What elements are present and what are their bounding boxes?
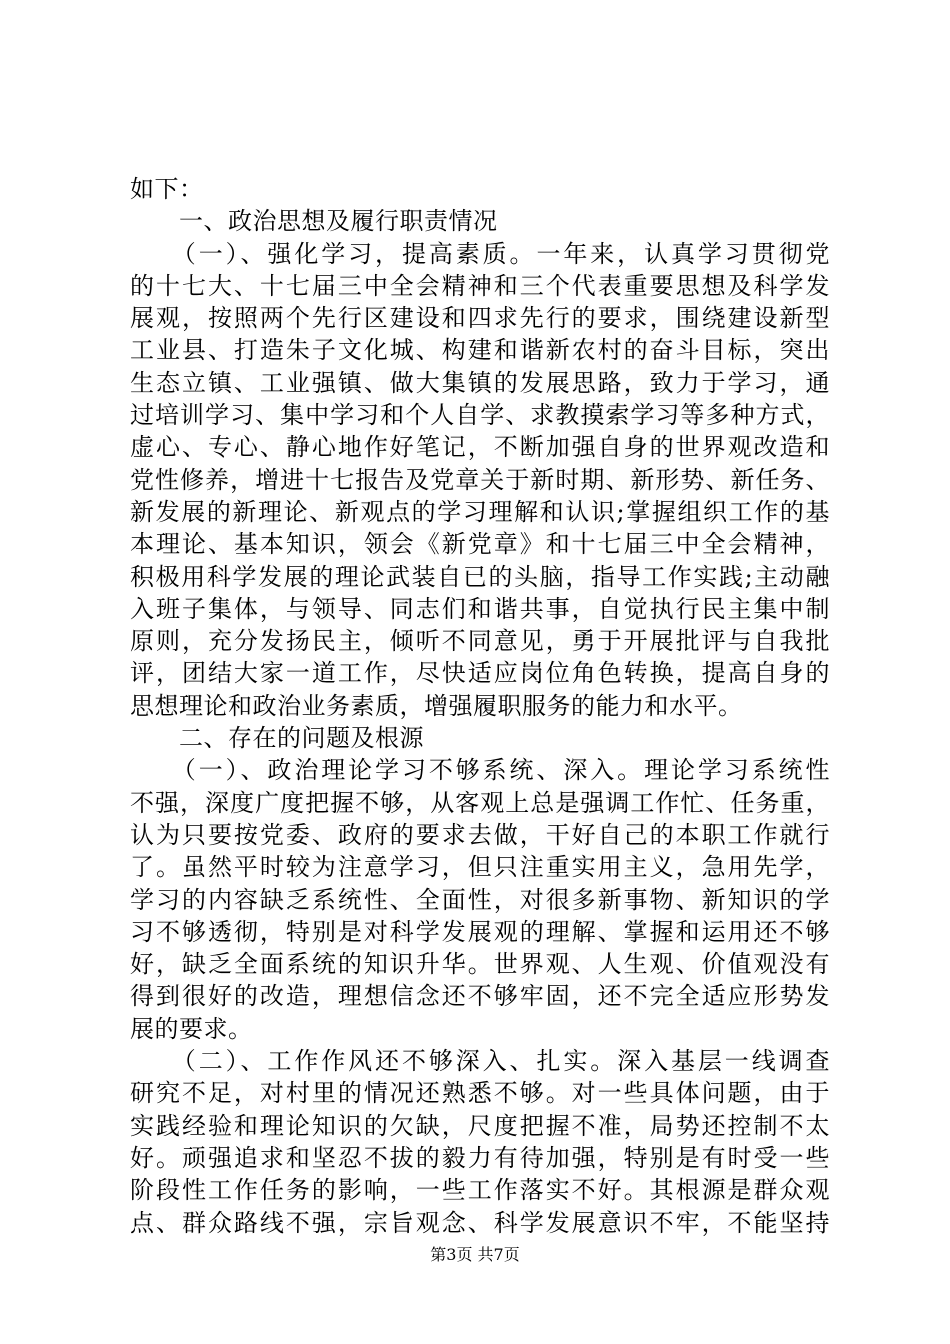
text-line: 原则，充分发扬民主，倾听不同意见，勇于开展批评与自我批 <box>130 627 830 656</box>
text-line: 研究不足，对村里的情况还熟悉不够。对一些具体问题，由于 <box>130 1079 830 1108</box>
text-line: 得到很好的改造，理想信念还不够牢固，还不完全适应形势发 <box>130 982 830 1011</box>
text-line: （一）、强化学习，提高素质。一年来，认真学习贯彻党 <box>130 239 830 268</box>
page-footer: 第3页 共7页 <box>430 1245 520 1264</box>
text-line: 入班子集体，与领导、同志们和谐共事，自觉执行民主集中制 <box>130 594 830 623</box>
text-line: 工业县、打造朱子文化城、构建和谐新农村的奋斗目标，突出 <box>130 336 830 365</box>
text-line: （二）、工作作风还不够深入、扎实。深入基层一线调查 <box>130 1047 830 1076</box>
text-line: 积极用科学发展的理论武装自已的头脑，指导工作实践;主动融 <box>130 562 830 591</box>
text-line: 如下： <box>130 175 204 203</box>
text-line: 的十七大、十七届三中全会精神和三个代表重要思想及科学发 <box>130 271 830 300</box>
text-line: 二、存在的问题及根源 <box>130 724 424 753</box>
text-line: 党性修养，增进十七报告及党章关于新时期、新形势、新任务、 <box>130 465 830 494</box>
text-line: 实践经验和理论知识的欠缺，尺度把握不准，局势还控制不太 <box>130 1111 830 1140</box>
text-line: 过培训学习、集中学习和个人自学、求教摸索学习等多种方式， <box>130 401 830 430</box>
text-line: 阶段性工作任务的影响，一些工作落实不好。其根源是群众观 <box>130 1176 830 1205</box>
body-text <box>130 173 830 1239</box>
text-line: 虚心、专心、静心地作好笔记，不断加强自身的世界观改造和 <box>130 433 830 462</box>
text-line: 思想理论和政治业务素质，增强履职服务的能力和水平。 <box>130 691 743 720</box>
text-line: 习不够透彻，特别是对科学发展观的理解、掌握和运用还不够 <box>130 917 830 946</box>
text-line: 生态立镇、工业强镇、做大集镇的发展思路，致力于学习，通 <box>130 368 830 397</box>
text-line: 了。虽然平时较为注意学习，但只注重实用主义，急用先学， <box>130 853 830 882</box>
text-line: 展的要求。 <box>130 1014 253 1043</box>
text-line: 学习的内容缺乏系统性、全面性，对很多新事物、新知识的学 <box>130 885 830 914</box>
text-line: 新发展的新理论、新观点的学习理解和认识;掌握组织工作的基 <box>130 497 830 526</box>
text-line: 评，团结大家一道工作，尽快适应岗位角色转换，提高自身的 <box>130 659 830 688</box>
text-line: 点、群众路线不强，宗旨观念、科学发展意识不牢，不能坚持 <box>130 1208 830 1237</box>
text-line: 认为只要按党委、政府的要求去做，干好自己的本职工作就行 <box>130 820 830 849</box>
text-line: （一）、政治理论学习不够系统、深入。理论学习系统性 <box>130 756 830 785</box>
text-line: 好。顽强追求和坚忍不拔的毅力有待加强，特别是有时受一些 <box>130 1143 830 1172</box>
text-line: 好，缺乏全面系统的知识升华。世界观、人生观、价值观没有 <box>130 950 830 979</box>
text-line: 一、政治思想及履行职责情况 <box>130 207 498 236</box>
text-line: 本理论、基本知识，领会《新党章》和十七届三中全会精神， <box>130 530 830 559</box>
text-line: 展观，按照两个先行区建设和四求先行的要求，围绕建设新型 <box>130 304 830 333</box>
text-line: 不强，深度广度把握不够，从客观上总是强调工作忙、任务重， <box>130 788 830 817</box>
